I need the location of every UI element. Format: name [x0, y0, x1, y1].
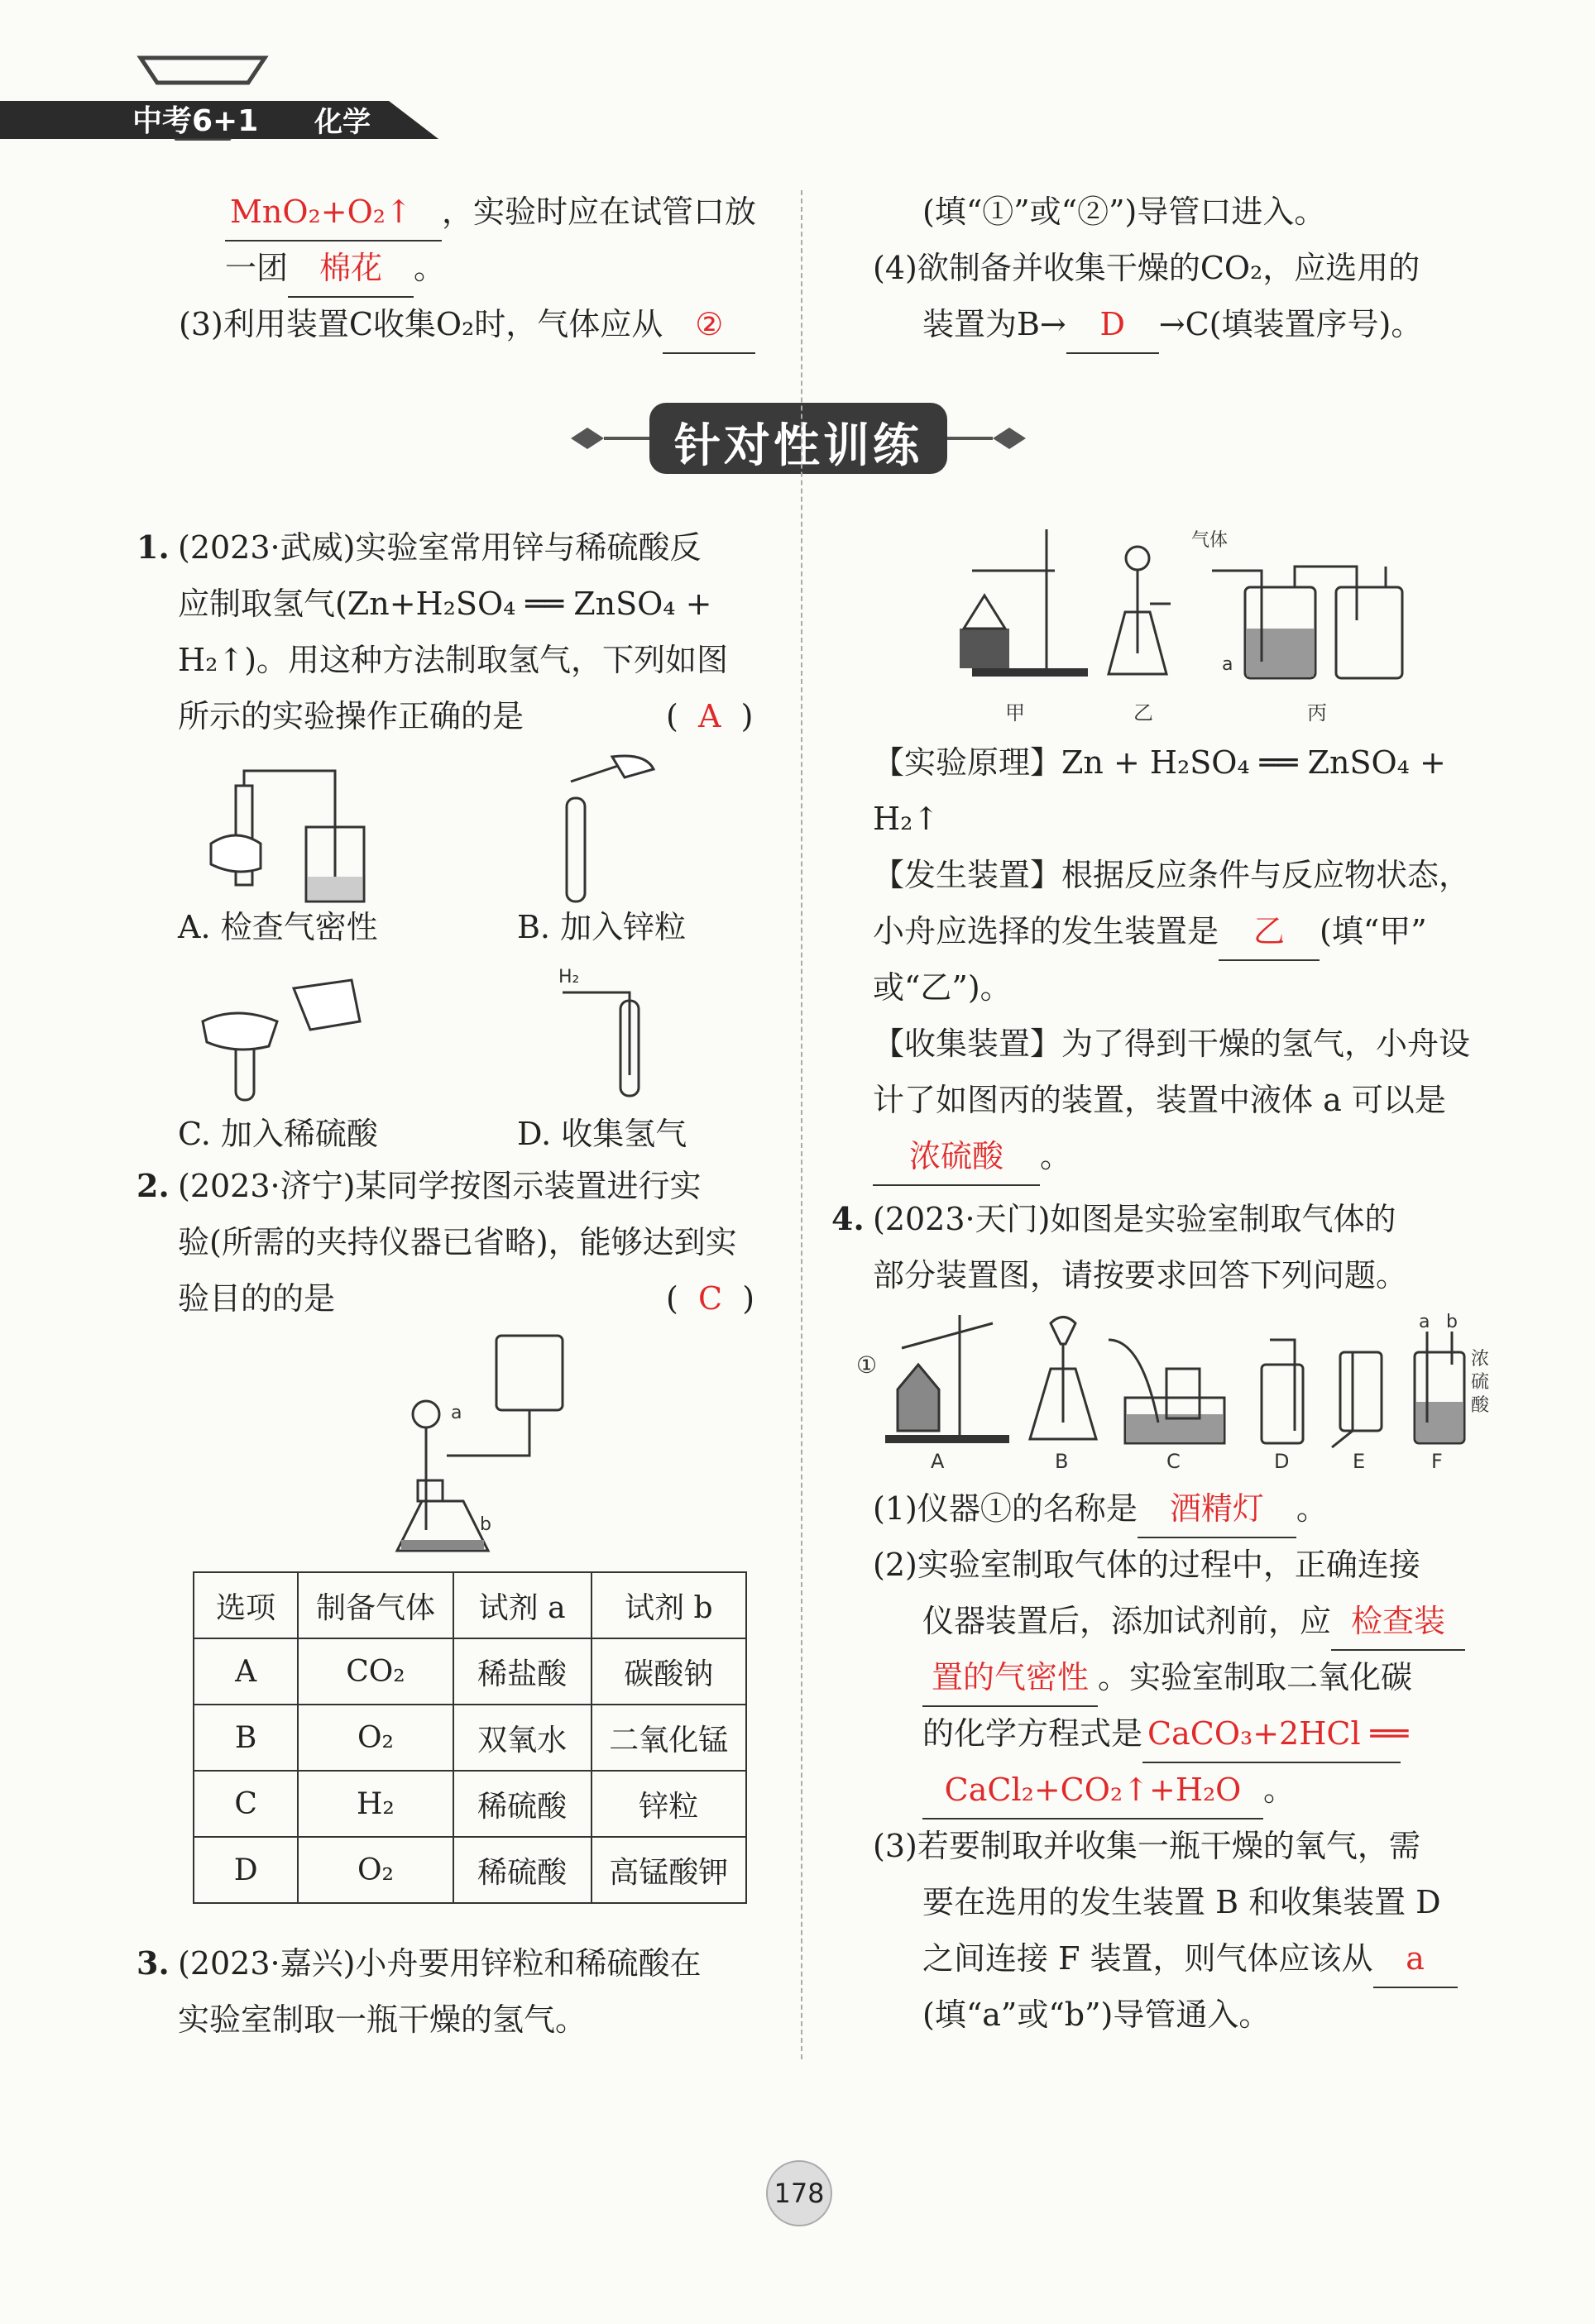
- q4-p2-answer-1: 检查装: [1331, 1593, 1465, 1651]
- q3-principle-1: 【实验原理】Zn + H₂SO₄ ══ ZnSO₄ +: [873, 744, 1446, 781]
- q4-acid-3: 酸: [1471, 1395, 1490, 1416]
- brand-label: 中考6+1: [132, 104, 259, 138]
- q4-part2-5: [922, 1762, 1295, 1820]
- prev-text-1: ，实验时应在试管口放: [442, 194, 757, 230]
- page-number: 178: [774, 2178, 825, 2209]
- q3-generator-3: 或“乙”)。: [873, 969, 1012, 1006]
- table-cell: 双氧水: [453, 1705, 592, 1771]
- table-header-cell: 试剂 a: [453, 1572, 592, 1638]
- prev-right-3: [922, 296, 1422, 354]
- q4-p2-text-c: 。实验室制取二氧化碳: [1098, 1659, 1413, 1695]
- q4-p2-text: 仪器装置后，添加试剂前，应: [922, 1603, 1332, 1639]
- q4-acid-2: 硫: [1471, 1372, 1490, 1393]
- q4-p2-answer-3: CaCO₃+2HCl ══: [1142, 1705, 1401, 1763]
- prev-text-2a: 一团: [225, 250, 289, 286]
- q1-answer-value: A: [697, 698, 721, 734]
- q4-line-1: (2023·天门)如图是实验室制取气体的: [873, 1201, 1396, 1237]
- table-cell: CO₂: [298, 1638, 453, 1705]
- section-title: 针对性训练: [674, 419, 922, 473]
- q3-collector-2: 计了如图丙的装置，装置中液体 a 可以是: [873, 1082, 1446, 1118]
- q4-label-E: E: [1353, 1450, 1366, 1472]
- q1-line-2: 应制取氢气(Zn+H₂SO₄ ══ ZnSO₄ +: [178, 586, 712, 622]
- q4-p2-end: 。: [1263, 1772, 1296, 1808]
- q3-line-2: 实验室制取一瓶干燥的氢气。: [178, 2001, 587, 2038]
- q3-collector-1: 【收集装置】为了得到干燥的氢气，小舟设: [873, 1026, 1471, 1062]
- q4-p1-end: 。: [1296, 1490, 1328, 1527]
- q4-part2-3: [922, 1649, 1412, 1707]
- q2-answer: ( C ): [666, 1280, 755, 1317]
- q2-label-b: b: [480, 1514, 491, 1535]
- q1-option-a: A. 检查气密性: [178, 909, 378, 945]
- q4-circle-label: ①: [856, 1351, 878, 1379]
- q3-gen2-text: 小舟应选择的发生装置是: [873, 913, 1219, 949]
- q4-part3-2: 要在选用的发生装置 B 和收集装置 D: [922, 1884, 1441, 1920]
- table-row: [194, 1771, 746, 1837]
- q4-part3-1: (3)若要制取并收集一瓶干燥的氧气，需: [873, 1828, 1420, 1864]
- q2-label-a: a: [451, 1403, 462, 1423]
- q4-label-C: C: [1166, 1450, 1181, 1472]
- q2-line-3: 验目的的是: [178, 1280, 336, 1317]
- table-row: [194, 1638, 746, 1705]
- q3-line-1: (2023·嘉兴)小舟要用锌粒和稀硫酸在: [178, 1945, 702, 1982]
- q1-fig-a: [186, 761, 385, 910]
- table-cell: 高锰酸钾: [592, 1837, 746, 1903]
- q4-acid-1: 浓: [1471, 1349, 1490, 1370]
- q3-col3-text: 。: [1040, 1138, 1072, 1174]
- q4-p2-answer-4: CaCl₂+CO₂↑+H₂O: [922, 1762, 1263, 1820]
- q3-collector-3: [873, 1128, 1071, 1186]
- table-cell: 锌粒: [592, 1771, 746, 1837]
- q1-option-b: B. 加入锌粒: [517, 909, 687, 945]
- q4-label-F: F: [1431, 1450, 1443, 1472]
- q4-p2-answer-2: 置的气密性: [922, 1649, 1098, 1707]
- table-header-row: [194, 1572, 746, 1638]
- q3-generator-2: [873, 903, 1427, 961]
- q3-gen2-text-b: (填“甲”: [1320, 913, 1427, 949]
- table-cell: 稀盐酸: [453, 1638, 592, 1705]
- prev-answer-2: 棉花: [288, 240, 414, 298]
- prev-text-3: (3)利用装置C收集O₂时，气体应从: [179, 306, 663, 342]
- prev-right-2: (4)欲制备并收集干燥的CO₂，应选用的: [873, 250, 1420, 286]
- q2-line-2: 验(所需的夹持仪器已省略)，能够达到实: [178, 1224, 737, 1260]
- q2-number: 2.: [137, 1167, 170, 1204]
- q3-principle-2: H₂↑: [873, 801, 940, 837]
- q3-figure: [939, 521, 1468, 728]
- table-header-cell: 制备气体: [298, 1572, 453, 1638]
- q4-p1-answer: 酒精灯: [1138, 1480, 1296, 1538]
- q4-p3-text: 之间连接 F 装置，则气体应该从: [922, 1940, 1373, 1977]
- q4-p3-answer: a: [1373, 1930, 1458, 1988]
- q3-number: 3.: [137, 1944, 170, 1982]
- table-header-cell: 选项: [194, 1572, 298, 1638]
- q1-line-4: 所示的实验操作正确的是: [178, 698, 524, 734]
- q3-label-jia: 甲: [1005, 701, 1025, 724]
- q2-figure: [389, 1332, 587, 1563]
- q4-figure: [852, 1307, 1497, 1472]
- table-cell: 稀硫酸: [453, 1771, 592, 1837]
- section-title-banner: [554, 393, 1042, 484]
- q4-label-a: a: [1419, 1312, 1430, 1332]
- subject-label: 化学: [314, 106, 371, 139]
- table-row: [194, 1705, 746, 1771]
- q3-gen2-answer: 乙: [1219, 903, 1320, 961]
- table-cell: O₂: [298, 1705, 453, 1771]
- table-cell: D: [194, 1837, 298, 1903]
- q4-part2-4: [922, 1705, 1409, 1763]
- q3-label-yi: 乙: [1133, 701, 1153, 724]
- q1-number: 1.: [137, 528, 170, 566]
- q4-part3-4: (填“a”或“b”)导管通入。: [922, 1996, 1271, 2033]
- q1-h2-label: H₂: [558, 967, 580, 987]
- q3-a-label: a: [1222, 654, 1233, 675]
- q1-line-3: H₂↑)。用这种方法制取氢气，下列如图: [178, 642, 729, 678]
- table-cell: 稀硫酸: [453, 1837, 592, 1903]
- prev-right-answer: D: [1066, 296, 1159, 354]
- prev-text-2b: 。: [414, 250, 446, 286]
- prev-line-1: [225, 184, 756, 241]
- table-cell: B: [194, 1705, 298, 1771]
- q1-fig-d: [554, 959, 703, 1100]
- prev-right-1: (填“①”或“②”)导管口进入。: [922, 194, 1326, 230]
- page-header: [0, 50, 463, 141]
- q4-line-2: 部分装置图，请按要求回答下列问题。: [873, 1257, 1408, 1294]
- q4-part1: [873, 1480, 1328, 1538]
- q1-answer: ( A ): [666, 698, 754, 734]
- table-header-cell: 试剂 b: [592, 1572, 746, 1638]
- q4-part2-1: (2)实验室制取气体的过程中，正确连接: [873, 1547, 1420, 1583]
- q4-part2-2: [922, 1593, 1465, 1651]
- table-cell: C: [194, 1771, 298, 1837]
- q4-label-D: D: [1274, 1450, 1290, 1472]
- prev-right-3b: →C(填装置序号)。: [1158, 306, 1423, 342]
- table-cell: H₂: [298, 1771, 453, 1837]
- table-cell: A: [194, 1638, 298, 1705]
- prev-answer-1: MnO₂+O₂↑: [225, 184, 442, 241]
- q3-col3-answer: 浓硫酸: [873, 1128, 1040, 1186]
- q2-answer-value: C: [697, 1280, 723, 1317]
- q1-line-1: (2023·武威)实验室常用锌与稀硫酸反: [178, 529, 702, 566]
- q4-part3-3: [922, 1930, 1458, 1988]
- prev-answer-3: ②: [663, 296, 755, 354]
- q4-p1-text: (1)仪器①的名称是: [873, 1490, 1138, 1527]
- q1-fig-c: [186, 972, 385, 1104]
- prev-right-3a: 装置为B→: [922, 306, 1066, 342]
- page-number-badge: [766, 2160, 832, 2226]
- q1-fig-b: [546, 748, 662, 906]
- q4-label-B: B: [1055, 1450, 1069, 1472]
- prev-line-3: [179, 296, 755, 354]
- table-cell: 碳酸钠: [592, 1638, 746, 1705]
- table-cell: 二氧化锰: [592, 1705, 746, 1771]
- table-cell: O₂: [298, 1837, 453, 1903]
- q3-generator-1: 【发生装置】根据反应条件与反应物状态，: [873, 857, 1471, 893]
- q1-option-d: D. 收集氢气: [517, 1116, 687, 1152]
- q3-label-bing: 丙: [1307, 701, 1327, 724]
- q4-label-A: A: [931, 1450, 945, 1472]
- q4-label-b: b: [1446, 1312, 1458, 1332]
- q2-options-table: [193, 1571, 747, 1904]
- q3-gas-label: 气体: [1191, 530, 1229, 551]
- column-divider: [801, 190, 802, 2059]
- prev-line-2: [225, 240, 445, 298]
- table-row: [194, 1837, 746, 1903]
- q2-line-1: (2023·济宁)某同学按图示装置进行实: [178, 1168, 702, 1204]
- q1-option-c: C. 加入稀硫酸: [178, 1116, 378, 1152]
- q4-number: 4.: [831, 1200, 865, 1237]
- q4-p2-text-d: 的化学方程式是: [922, 1715, 1143, 1752]
